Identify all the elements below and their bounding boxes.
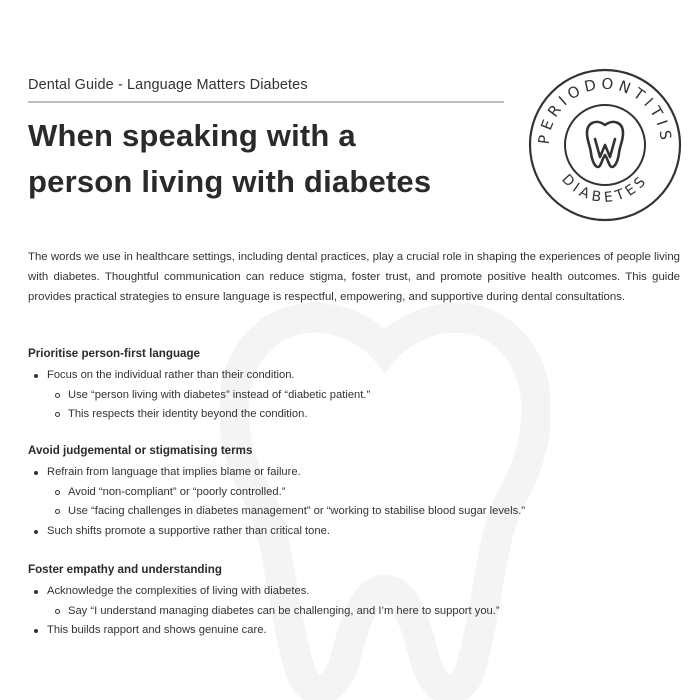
sub-list-item: Say “I understand managing diabetes can be challenging, and I’m here to support you.” xyxy=(28,602,688,622)
section-empathy xyxy=(28,561,688,641)
sub-list-item: Use “person living with diabetes” instead of “diabetic patient.” xyxy=(28,386,688,406)
list-item: Refrain from language that implies blame or failure. xyxy=(28,463,688,483)
seal-top-text: PERIODONTITIS xyxy=(534,74,676,146)
title-line-2: person living with diabetes xyxy=(28,164,432,199)
svg-text:DIABETES xyxy=(558,171,651,206)
tooth-icon xyxy=(587,122,623,167)
section-heading: Foster empathy and understanding xyxy=(28,563,222,576)
section-avoid-judgemental xyxy=(28,442,688,541)
title-line-1: When speaking with a xyxy=(28,118,356,153)
sub-list-item: Avoid “non-compliant” or “poorly controlled.” xyxy=(28,483,688,503)
section-heading: Prioritise person-first language xyxy=(28,347,201,360)
list-item: This builds rapport and shows genuine care. xyxy=(28,621,688,641)
svg-text:PERIODONTITIS xyxy=(535,75,676,146)
list-item: Focus on the individual rather than their condition. xyxy=(28,366,688,386)
section-heading: Avoid judgemental or stigmatising terms xyxy=(28,444,253,457)
periodontitis-diabetes-seal xyxy=(527,67,683,223)
seal-bottom-text: DIABETES xyxy=(558,171,652,207)
list-item: Such shifts promote a supportive rather than critical tone. xyxy=(28,522,688,542)
header-divider xyxy=(28,101,504,103)
section-person-first xyxy=(28,345,688,425)
list-item: Acknowledge the complexities of living with diabetes. xyxy=(28,582,688,602)
document-subtitle: Dental Guide - Language Matters Diabetes xyxy=(28,77,308,93)
sub-list-item: Use “facing challenges in diabetes management” or “working to stabilise blood sugar levels.” xyxy=(28,502,688,522)
intro-paragraph: The words we use in healthcare settings, including dental practices, play a crucial role in shaping the experiences of people living with diabetes. Thoughtful communication can reduce stigma, foster trust, and promote positive health outcomes. This guide provides practical strategies to ensure language is respectful, empowering, and supportive during dental consultations. xyxy=(28,251,680,303)
page-title xyxy=(28,113,518,205)
sub-list-item: This respects their identity beyond the condition. xyxy=(28,405,688,425)
